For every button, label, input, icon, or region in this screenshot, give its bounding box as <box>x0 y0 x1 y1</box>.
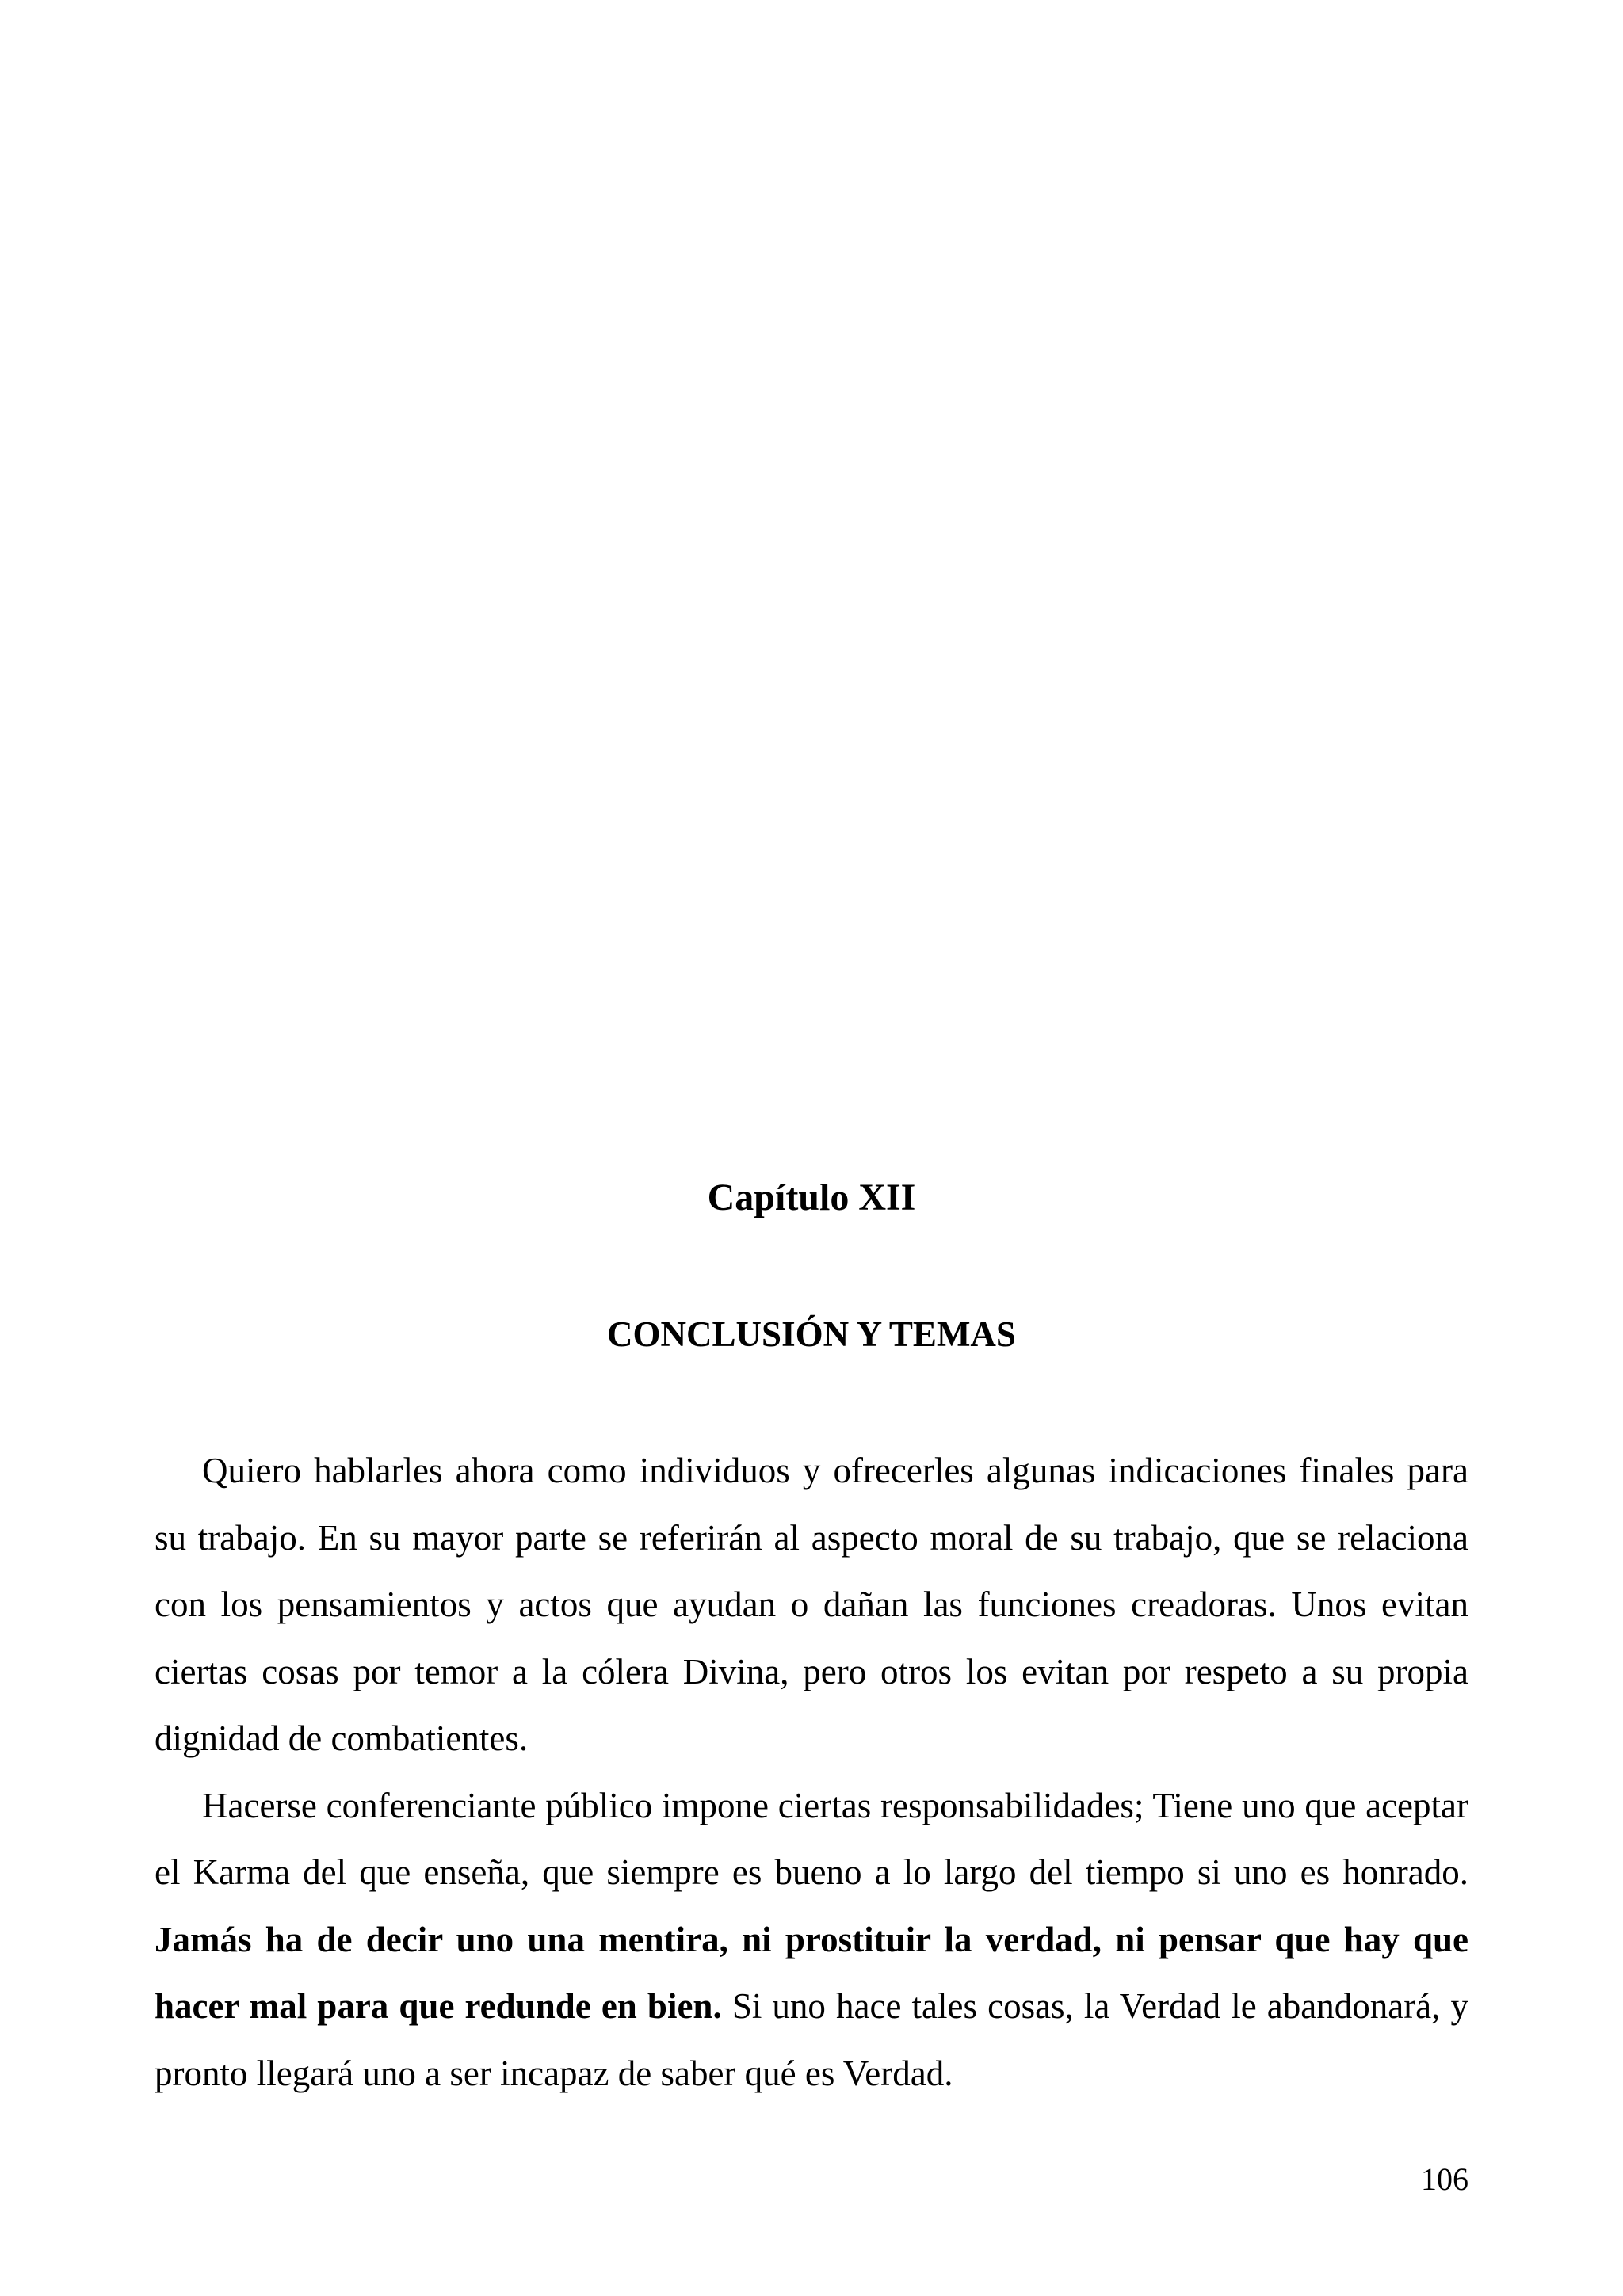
paragraph-2-bold: Jamás ha de decir uno una mentira, ni prostituir la verdad, ni pensar que hay que hacer mal para que redunde en bien. <box>155 1919 1468 2026</box>
body-text <box>155 1437 1468 2107</box>
paragraph-2 <box>155 1772 1468 2107</box>
paragraph-1: Quiero hablarles ahora como individuos y ofrecerles algunas indicaciones finales para su trabajo. En su mayor parte se referirán al aspecto moral de su trabajo, que se relaciona con los pensamientos y actos que ayudan o dañan las funciones creadoras. Unos evitan ciertas cosas por temor a la cólera Divina, pero otros los evitan por respeto a su propia dignidad de combatientes. <box>155 1451 1468 1758</box>
page-number: 106 <box>1421 2161 1468 2197</box>
chapter-number: Capítulo XII <box>707 1177 916 1219</box>
paragraph-2-after: Si uno hace tales cosas, la Verdad le abandonará, y pronto llegará uno a ser incapaz de saber qué es Verdad. <box>155 1986 1468 2093</box>
paragraph-2-before: Hacerse conferenciante público impone ciertas responsabilidades; Tiene uno que aceptar el Karma del que enseña, que siempre es bueno a lo largo del tiempo si uno es honrado. <box>155 1785 1468 1892</box>
chapter-title: CONCLUSIÓN Y TEMAS <box>607 1314 1016 1354</box>
